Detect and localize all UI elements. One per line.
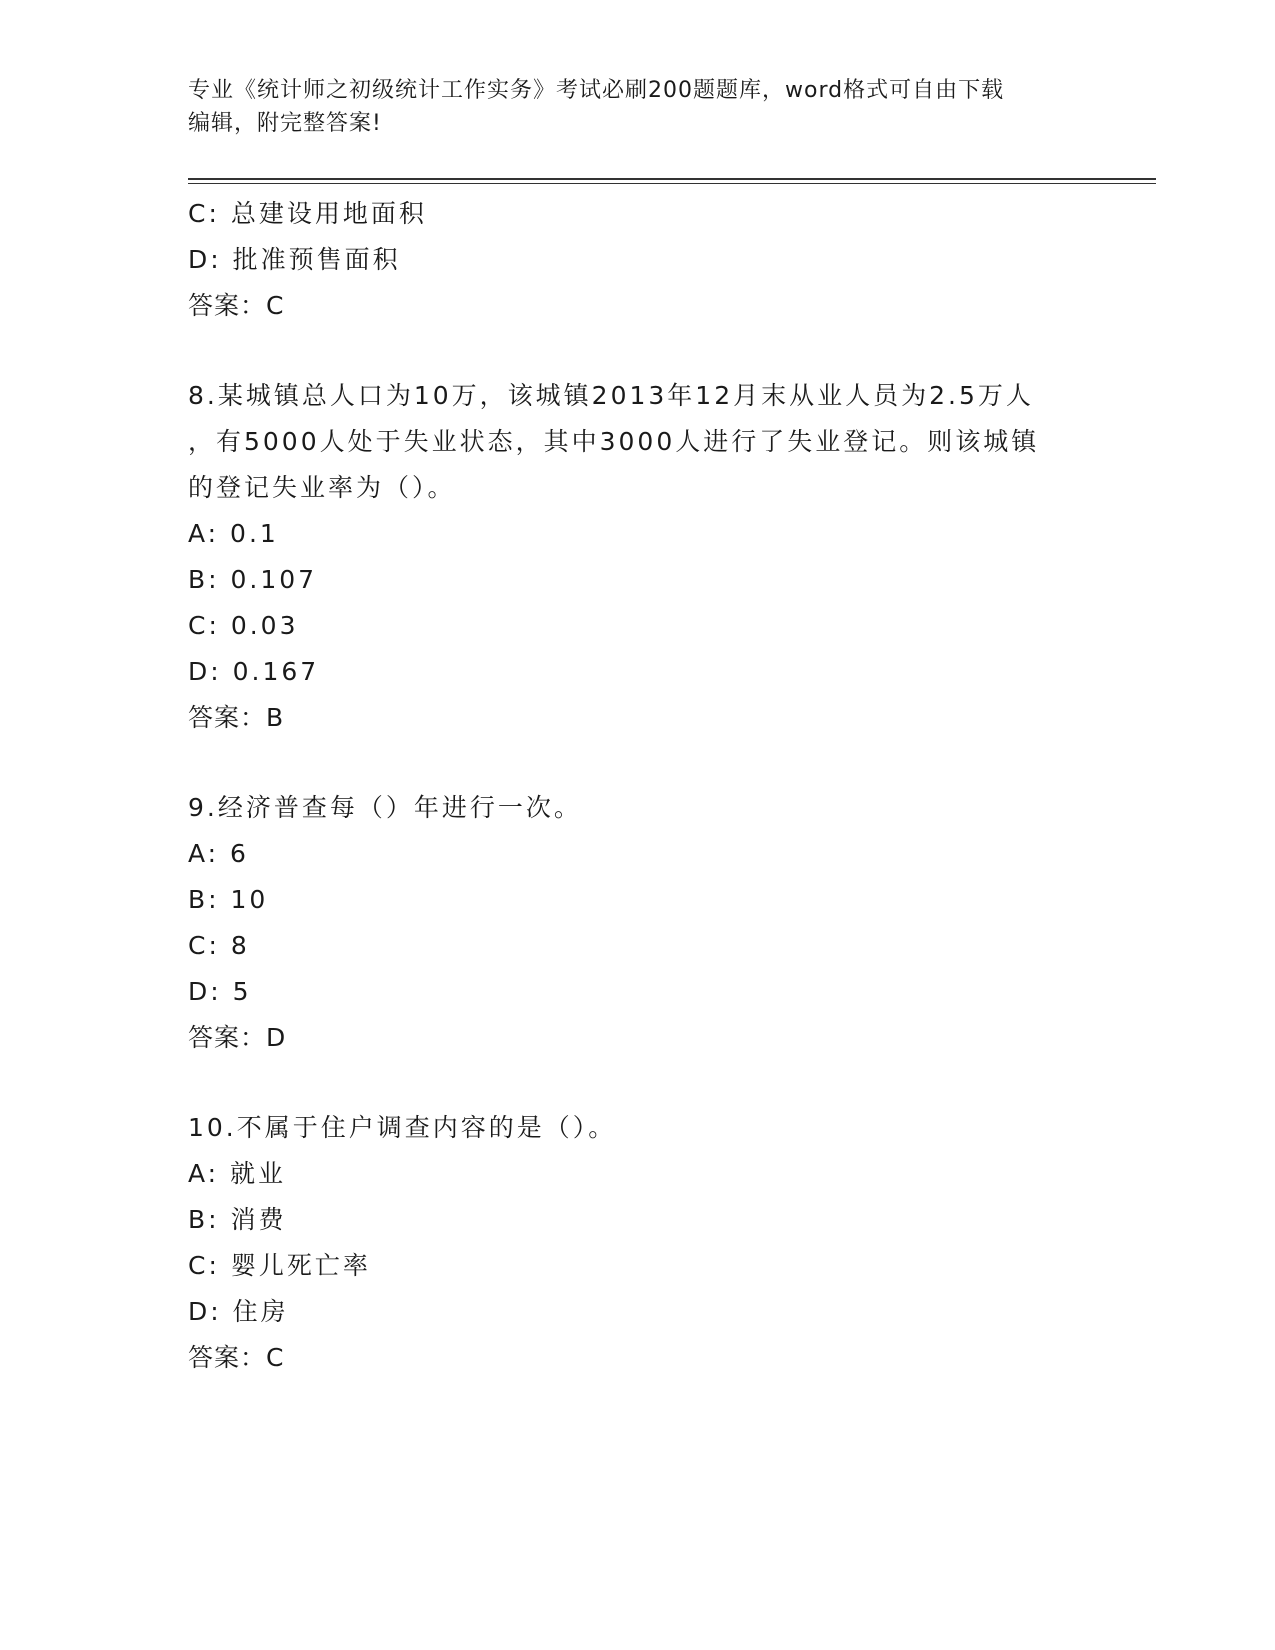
option-a: A: 就业 [188,1159,287,1188]
option-c: C: 总建设用地面积 [188,199,427,228]
option-d: D: 批准预售面积 [188,245,401,274]
option-b: B: 0.107 [188,565,318,594]
question-list [188,191,1088,1381]
question-block-8 [188,373,1088,741]
option-c: C: 0.03 [188,611,299,640]
option-a: A: 0.1 [188,519,279,548]
header-title-line-2: 编辑，附完整答案! [188,111,382,136]
header-title-line-1: 专业《统计师之初级统计工作实务》考试必刷200题题库，word格式可自由下载 [188,78,1005,103]
option-d: D: 5 [188,977,252,1006]
option-b: B: 10 [188,885,269,914]
option-d: D: 0.167 [188,657,320,686]
question-block-10 [188,1105,1088,1381]
option-c: C: 婴儿死亡率 [188,1251,371,1280]
answer-line: 答案：C [188,291,285,320]
option-c: C: 8 [188,931,250,960]
header-divider [188,178,1156,180]
option-b: B: 消费 [188,1205,287,1234]
question-8-text-line-1: 8.某城镇总人口为10万，该城镇2013年12月末从业人员为2.5万人 [188,381,1034,410]
answer-line: 答案：B [188,703,285,732]
answer-line: 答案：D [188,1023,287,1052]
option-a: A: 6 [188,839,249,868]
option-d: D: 住房 [188,1297,289,1326]
question-8-text-line-2: ，有5000人处于失业状态，其中3000人进行了失业登记。则该城镇 [188,427,1040,456]
question-block-prev [188,191,1088,329]
question-9-text: 9.经济普查每（）年进行一次。 [188,793,582,822]
header-divider-thin [188,183,1156,184]
document-header [188,74,1088,140]
question-block-9 [188,785,1088,1061]
question-8-text-line-3: 的登记失业率为（）。 [188,473,456,502]
question-10-text: 10.不属于住户调查内容的是（）。 [188,1113,617,1142]
answer-line: 答案：C [188,1343,285,1372]
